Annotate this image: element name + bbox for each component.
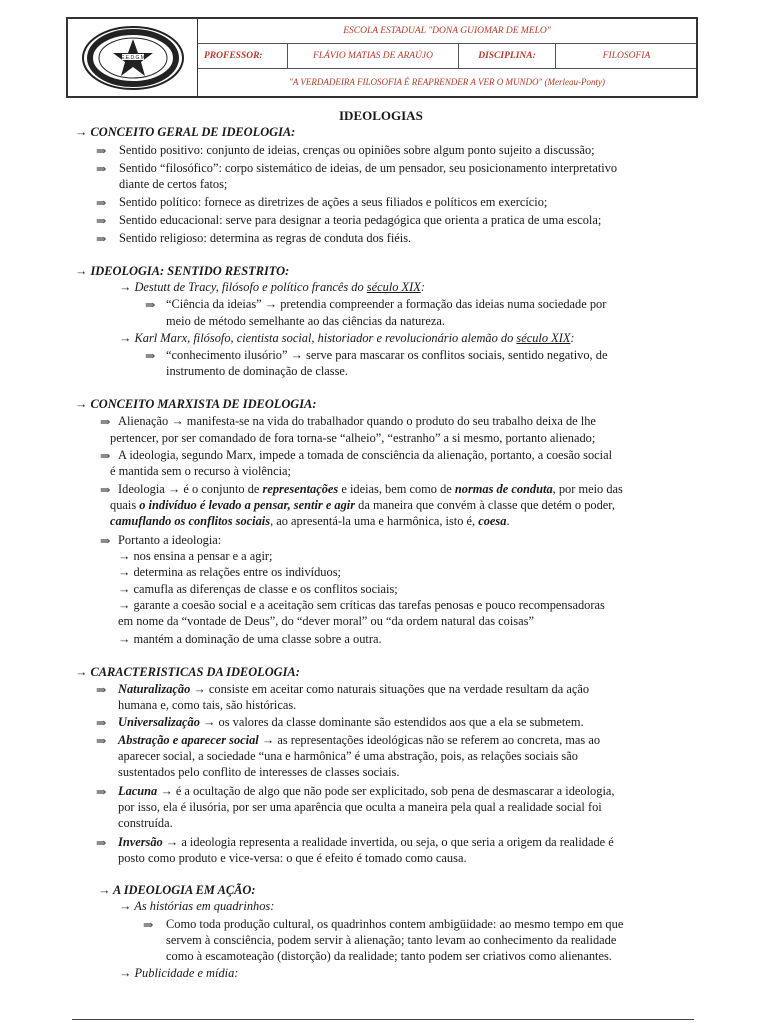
text-line: sustentados pelo conflito de interesses de classes sociais.	[118, 765, 400, 779]
text-line: Sentido “filosófico”: corpo sistemático de ideias, de um pensador, seu posicionamento interpretativo	[119, 161, 618, 175]
text-line: → Publicidade e mídia:	[119, 966, 239, 980]
text-line: → mantém a dominação de uma classe sobre a outra.	[118, 632, 382, 646]
text-line: → garante a coesão social e a aceitação sem críticas das tarefas penosas e pouco recompensadoras	[118, 598, 605, 612]
text-line: Sentido educacional: serve para designar a teoria pedagógica que orienta a pratica de uma escola;	[119, 213, 602, 227]
discipline-name: FILOSOFIA	[555, 44, 697, 68]
bullet-icon: ⇒	[100, 483, 111, 497]
page-title: IDEOLOGIAS	[339, 108, 423, 123]
school-name: ESCOLA ESTADUAL "DONA GUIOMAR DE MELO"	[198, 19, 696, 44]
section-heading: → CARACTERISTICAS DA IDEOLOGIA:	[75, 665, 300, 679]
motto: "A VERDADEIRA FILOSOFIA É REAPRENDER A VER O MUNDO" (Merleau-Ponty)	[289, 77, 605, 87]
text-line: meio de método semelhante ao das ciências da natureza.	[166, 314, 446, 328]
bullet-icon: ⇒	[96, 836, 107, 850]
text-line: Ideologia → é o conjunto de representações e ideias, bem como de normas de conduta, por meio das	[118, 482, 623, 496]
school-logo-icon	[78, 24, 188, 92]
text-line: humana e, como tais, são históricas.	[118, 698, 297, 712]
text-line: Lacuna → é a ocultação de algo que não pode ser explicitado, sob pena de desmascarar a ideologia,	[118, 784, 615, 798]
text-line: como à escamoteação (distorção) da realidade; tanto podem ser criativos como alienantes.	[166, 949, 612, 963]
bullet-icon: ⇒	[96, 144, 107, 158]
bullet-icon: ⇒	[96, 232, 107, 246]
professor-name: FLÁVIO MATIAS DE ARAÚJO	[287, 44, 458, 68]
bullet-icon: ⇒	[100, 534, 111, 548]
text-line: quais o indivíduo é levado a pensar, sentir e agir da maneira que convém à classe que detém o poder,	[110, 498, 616, 512]
bullet-icon: ⇒	[100, 415, 111, 429]
bullet-icon: ⇒	[143, 918, 154, 932]
text-line: é mantida sem o recurso à violência;	[110, 464, 291, 478]
bullet-icon: ⇒	[96, 683, 107, 697]
text-line: “Ciência da ideias” → pretendia compreender a formação das ideias numa sociedade por	[166, 297, 607, 311]
school-header	[66, 17, 698, 98]
discipline-label: DISCIPLINA:	[458, 44, 555, 68]
text-line: A ideologia, segundo Marx, impede a tomada de consciência da alienação, portanto, a coesão social	[118, 448, 613, 462]
text-line: Universalização → os valores da classe dominante são estendidos aos que a ela se submetem.	[118, 715, 584, 729]
text-line: → Karl Marx, filósofo, cientista social, historiador e revolucionário alemão do século XIX:	[119, 331, 575, 345]
section-heading: → CONCEITO MARXISTA DE IDEOLOGIA:	[75, 397, 317, 411]
text-line: Alienação → manifesta-se na vida do trabalhador quando o produto do seu trabalho deixa de lhe	[118, 414, 596, 428]
bullet-icon: ⇒	[96, 196, 107, 210]
bullet-icon: ⇒	[96, 716, 107, 730]
text-line: instrumento de dominação de classe.	[166, 364, 349, 378]
text-line: Sentido religioso: determina as regras de conduta dos fiéis.	[119, 231, 412, 245]
section-heading: → IDEOLOGIA: SENTIDO RESTRITO:	[75, 264, 290, 278]
professor-row	[198, 44, 696, 69]
text-line: → As histórias em quadrinhos:	[119, 899, 275, 913]
text-line: Sentido político: fornece as diretrizes de ações a seus filiados e políticos em exercício;	[119, 195, 548, 209]
school-logo-cell	[68, 19, 198, 96]
bullet-icon: ⇒	[96, 214, 107, 228]
bullet-icon: ⇒	[145, 298, 156, 312]
text-line: aparecer social, a sociedade “una e harmônica” é uma abstração, pois, as relações sociais são	[118, 749, 578, 763]
bullet-icon: ⇒	[96, 785, 107, 799]
text-line: → nos ensina a pensar e a agir;	[118, 549, 273, 563]
text-line: construída.	[118, 816, 173, 830]
text-line: servem à consciência, podem servir à alienação; tanto levam ao conhecimento da realidade	[166, 933, 617, 947]
text-line: Portanto a ideologia:	[118, 533, 222, 547]
footer-divider	[72, 1019, 694, 1020]
text-line: “conhecimento ilusório” → serve para mascarar os conflitos sociais, sentido negativo, de	[166, 348, 608, 362]
text-line: Abstração e aparecer social → as representações ideológicas não se referem ao concreta, mas ao	[118, 733, 601, 747]
bullet-icon: ⇒	[96, 162, 107, 176]
section-heading: → CONCEITO GERAL DE IDEOLOGIA:	[75, 125, 296, 139]
bullet-icon: ⇒	[100, 449, 111, 463]
text-line: em nome da “vontade de Deus”, do “dever moral” ou “da ordem natural das coisas”	[118, 614, 534, 628]
text-line: posto como produto e vice-versa: o que é efeito é tomado como causa.	[118, 851, 467, 865]
text-line: pertencer, por ser comandado de fora torna-se “alheio”, “estranho” a si mesmo, portanto alienado;	[110, 431, 596, 445]
section-heading: → A IDEOLOGIA EM AÇÃO:	[98, 883, 256, 897]
text-line: diante de certos fatos;	[119, 177, 228, 191]
text-line: → determina as relações entre os indivíduos;	[118, 565, 341, 579]
text-line: Inversão → a ideologia representa a realidade invertida, ou seja, o que seria a origem da realidade é	[118, 835, 614, 849]
bullet-icon: ⇒	[96, 734, 107, 748]
svg-text:E.E.D.G.M: E.E.D.G.M	[121, 55, 145, 61]
text-line: por isso, ela é ilusória, por ser uma aparência que oculta a maneira pela qual a realidade social foi	[118, 800, 602, 814]
text-line: Sentido positivo: conjunto de ideias, crenças ou opiniões sobre algum ponto sujeito a discussão;	[119, 143, 595, 157]
text-line: camuflando os conflitos sociais, ao apresentá-la uma e harmônica, isto é, coesa.	[110, 514, 510, 528]
text-line: Como toda produção cultural, os quadrinhos contem ambigüidade: ao mesmo tempo em que	[166, 917, 624, 931]
professor-label: PROFESSOR:	[204, 51, 263, 61]
bullet-icon: ⇒	[145, 349, 156, 363]
text-line: Naturalização → consiste em aceitar como naturais situações que na verdade resultam da ação	[118, 682, 590, 696]
text-line: → Destutt de Tracy, filósofo e político francês do século XIX:	[119, 280, 425, 294]
text-line: → camufla as diferenças de classe e os conflitos sociais;	[118, 582, 398, 596]
